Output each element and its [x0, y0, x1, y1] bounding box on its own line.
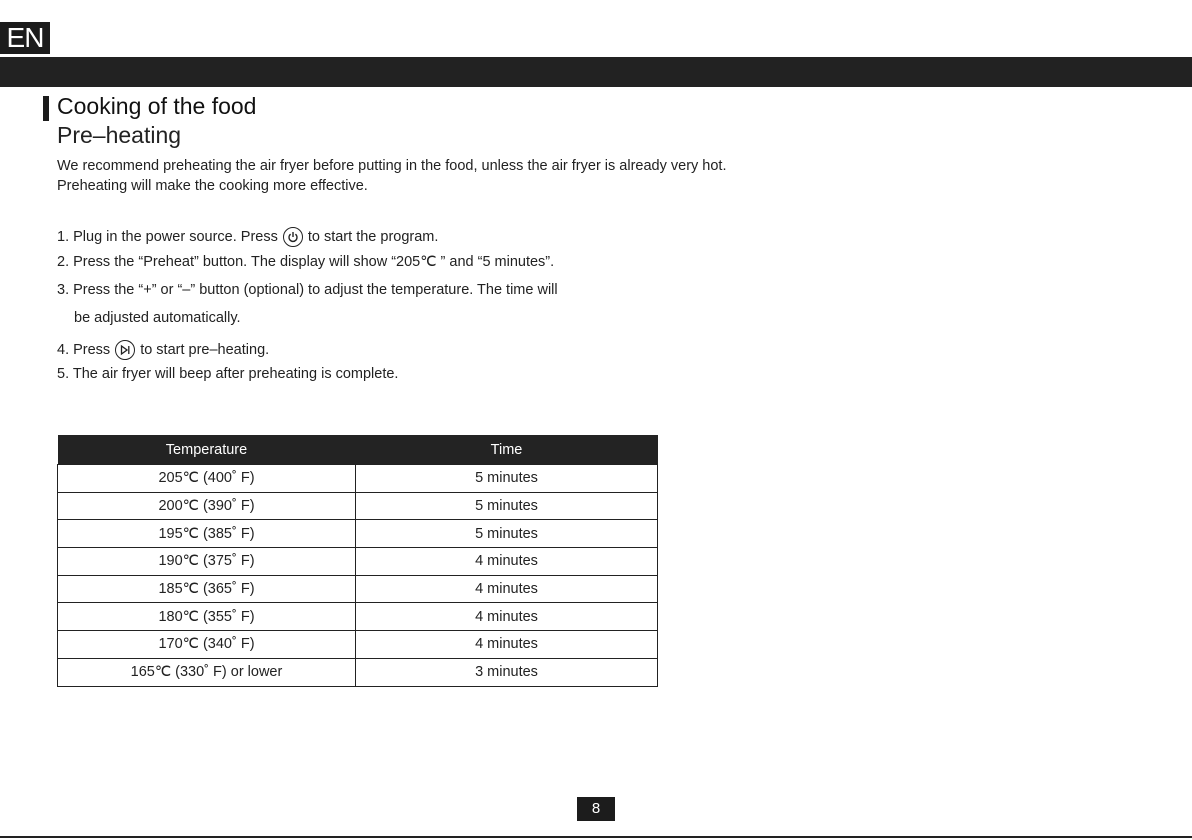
power-icon — [283, 227, 303, 247]
step-5 — [57, 366, 398, 382]
header-bar — [0, 57, 1192, 87]
step-3 — [57, 282, 558, 298]
play-pause-icon — [115, 340, 135, 360]
intro-line: We recommend preheating the air fryer before putting in the food, unless the air fryer is already very hot. — [57, 158, 727, 174]
heading-marker — [43, 96, 49, 121]
time-cell: 4 minutes — [356, 548, 658, 576]
step-text: 2. Press the “Preheat” button. The display will show “205℃ ” and “5 minutes”. — [57, 254, 555, 270]
temperature-cell: 165℃ (330˚ F) or lower — [58, 658, 356, 686]
temperature-cell: 180℃ (355˚ F) — [58, 603, 356, 631]
step-text: 3. Press the “+” or “–” button (optional) to adjust the temperature. The time will — [57, 282, 558, 298]
table-row — [58, 465, 658, 493]
time-cell: 4 minutes — [356, 631, 658, 659]
time-cell: 4 minutes — [356, 575, 658, 603]
language-badge: EN — [0, 22, 50, 54]
step-text: 4. Press — [57, 342, 111, 358]
footer-rule — [0, 836, 1192, 838]
step-text: be adjusted automatically. — [74, 310, 241, 326]
intro-line: Preheating will make the cooking more effective. — [57, 178, 368, 194]
step-1 — [57, 227, 438, 247]
step-text: 1. Plug in the power source. Press — [57, 229, 278, 245]
table-row — [58, 575, 658, 603]
step-4 — [57, 340, 269, 360]
step-text: 5. The air fryer will beep after preheating is complete. — [57, 366, 399, 382]
temperature-cell: 185℃ (365˚ F) — [58, 575, 356, 603]
time-cell: 3 minutes — [356, 658, 658, 686]
step-text: to start the program. — [307, 229, 439, 245]
page-number: 8 — [577, 797, 615, 821]
table-row — [58, 631, 658, 659]
step-2 — [57, 254, 554, 270]
time-cell: 4 minutes — [356, 603, 658, 631]
table-row — [58, 603, 658, 631]
temperature-cell: 200℃ (390˚ F) — [58, 492, 356, 520]
preheat-table — [57, 435, 658, 687]
step-text: to start pre–heating. — [140, 342, 270, 358]
temperature-cell: 195℃ (385˚ F) — [58, 520, 356, 548]
time-cell: 5 minutes — [356, 520, 658, 548]
table-row — [58, 492, 658, 520]
step-3-continued — [74, 310, 241, 326]
table-row — [58, 548, 658, 576]
column-header-temperature: Temperature — [58, 435, 356, 465]
time-cell: 5 minutes — [356, 492, 658, 520]
temperature-cell: 205℃ (400˚ F) — [58, 465, 356, 493]
intro-paragraph — [57, 156, 897, 196]
temperature-cell: 170℃ (340˚ F) — [58, 631, 356, 659]
column-header-time: Time — [356, 435, 658, 465]
section-subheading: Pre–heating — [57, 122, 182, 148]
section-heading: Cooking of the food — [57, 93, 257, 119]
temperature-cell: 190℃ (375˚ F) — [58, 548, 356, 576]
table-row — [58, 658, 658, 686]
table-row — [58, 520, 658, 548]
time-cell: 5 minutes — [356, 465, 658, 493]
table-header-row — [58, 435, 658, 465]
